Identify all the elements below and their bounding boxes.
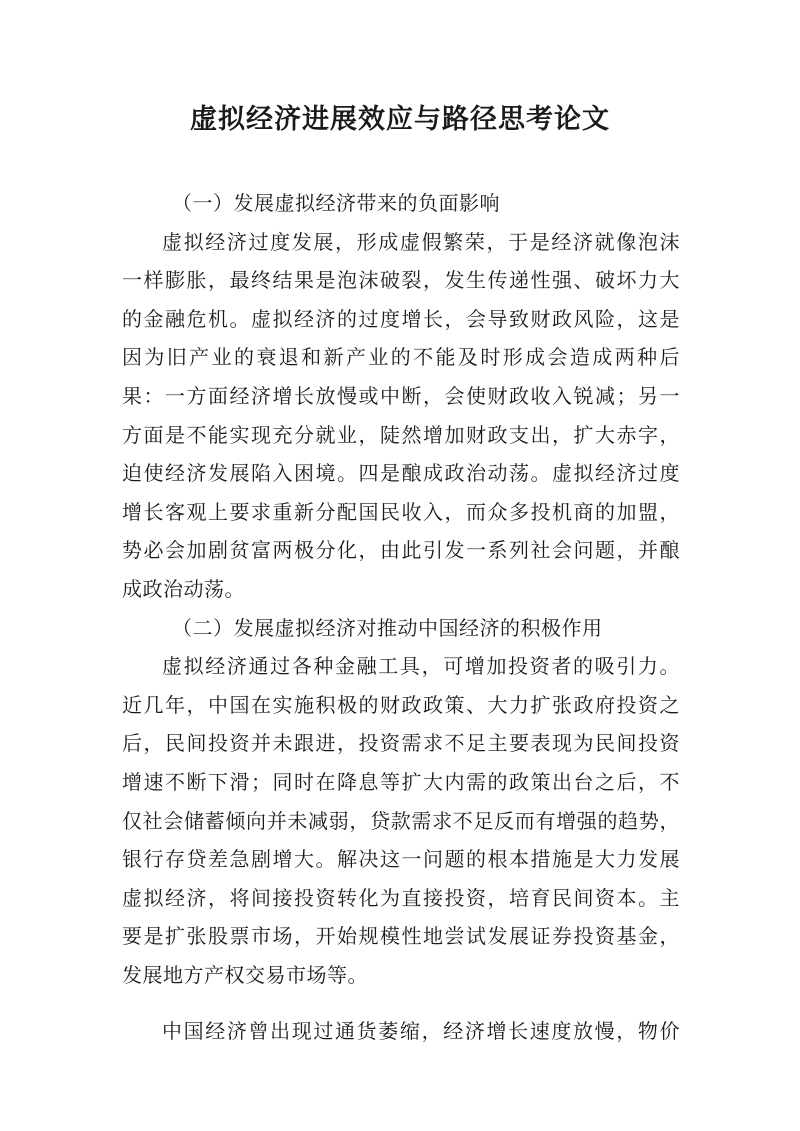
paragraph-line: 仅社会储蓄倾向并未减弱，贷款需求不足反而有增强的趋势，	[122, 808, 680, 833]
paragraph-line: 迫使经济发展陷入困境。四是酿成政治动荡。虚拟经济过度	[122, 461, 680, 486]
paragraph	[122, 1012, 680, 1051]
paragraph-line: 虚拟经济过度发展，形成虚假繁荣，于是经济就像泡沫	[162, 229, 680, 254]
paragraph-spacing	[122, 994, 680, 1012]
document-title: 虚拟经济进展效应与路径思考论文	[190, 104, 610, 135]
paragraph-line: 果：一方面经济增长放慢或中断，会使财政收入锐减；另一	[122, 383, 680, 408]
paragraph-line: 因为旧产业的衰退和新产业的不能及时形成会造成两种后	[122, 345, 680, 370]
paragraph-line: 一样膨胀，最终结果是泡沫破裂，发生传递性强、破坏力大	[122, 268, 680, 293]
paragraph-line: 虚拟经济通过各种金融工具，可增加投资者的吸引力。	[162, 654, 680, 679]
paragraph-line: 势必会加剧贫富两极分化，由此引发一系列社会问题，并酿	[122, 538, 680, 563]
paragraph-line: 中国经济曾出现过通货萎缩，经济增长速度放慢，物价	[162, 1019, 680, 1044]
section-heading: （一）发展虚拟经济带来的负面影响	[172, 191, 500, 215]
paragraph-line: 成政治动荡。	[122, 576, 245, 601]
paragraph-line: 银行存贷差急剧增大。解决这一问题的根本措施是大力发展	[122, 847, 680, 872]
paragraph-line: 后，民间投资并未跟进，投资需求不足主要表现为民间投资	[122, 731, 680, 756]
paragraph-line: 虚拟经济，将间接投资转化为直接投资，培育民间资本。主	[122, 885, 680, 910]
paragraph-line: 要是扩张股票市场，开始规模性地尝试发展证券投资基金，	[122, 924, 680, 949]
paragraph-line: 的金融危机。虚拟经济的过度增长，会导致财政风险，这是	[122, 306, 680, 331]
paragraph-line: 增长客观上要求重新分配国民收入，而众多投机商的加盟，	[122, 499, 680, 524]
paragraph	[122, 223, 680, 609]
paragraph	[122, 647, 680, 994]
paragraph-line: 近几年，中国在实施积极的财政政策、大力扩张政府投资之	[122, 692, 680, 717]
section-heading: （二）发展虚拟经济对推动中国经济的积极作用	[172, 615, 603, 640]
paragraph-line: 增速不断下滑；同时在降息等扩大内需的政策出台之后，不	[122, 769, 680, 794]
paragraph-line: 发展地方产权交易市场等。	[122, 962, 368, 987]
paragraph-line: 方面是不能实现充分就业，陡然增加财政支出，扩大赤字，	[122, 422, 680, 447]
document-body	[122, 184, 680, 1051]
